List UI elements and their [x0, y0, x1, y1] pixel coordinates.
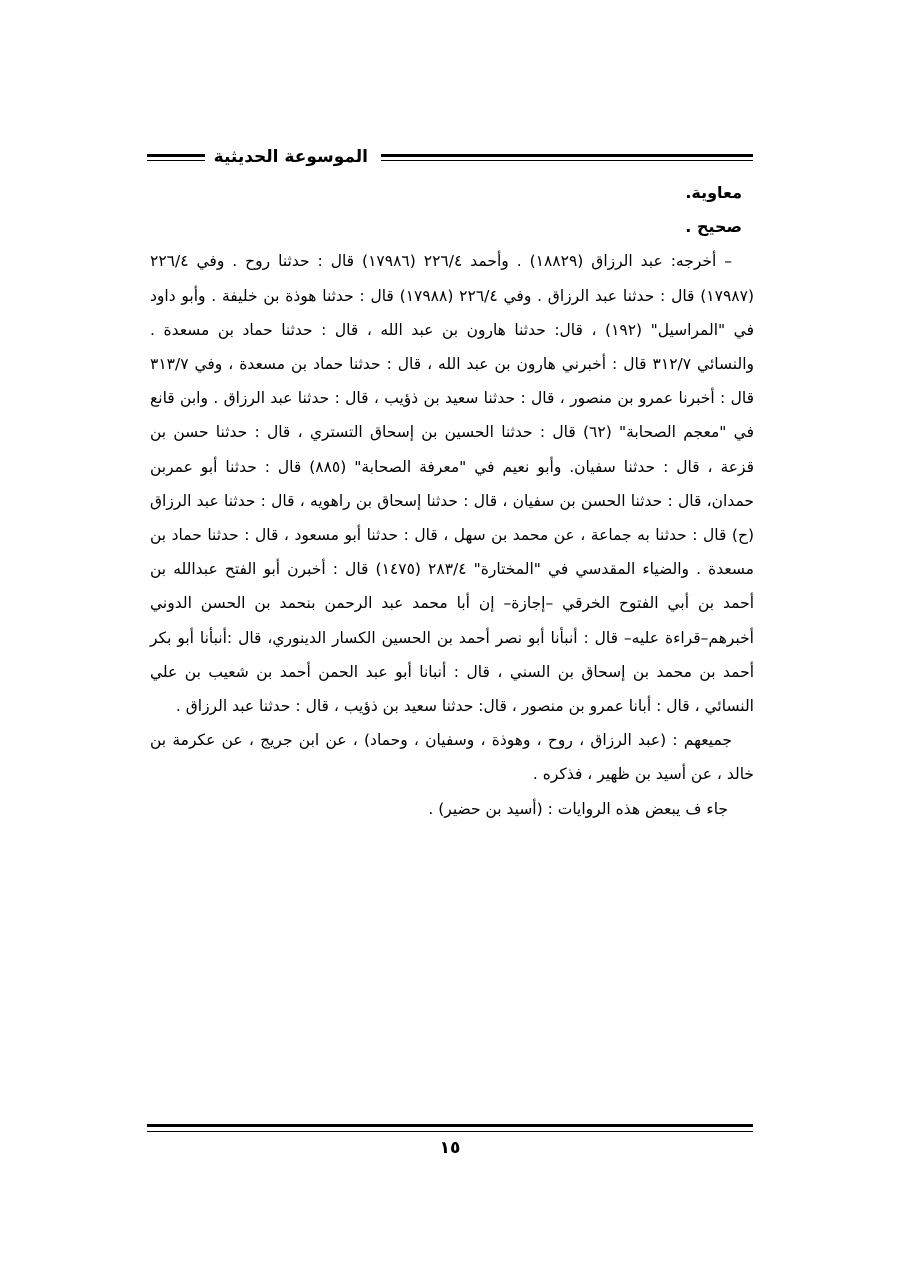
- header-title: الموسوعة الحديثية: [213, 147, 368, 167]
- header-rule-right: [381, 154, 753, 161]
- page-body: [150, 176, 754, 826]
- takhrij-paragraph: – أخرجه: عبد الرزاق (١٨٨٢٩) . وأحمد ٢٢٦/٤ (١٧٩٨٦) قال : حدثنا روح . وفي ٢٢٦/٤ (١٧٩٨٧) قال : حدثنا عبد الرزاق . وفي ٢٢٦/٤ (١٧٩٨٨) قال : حدثنا هوذة بن خليفة . وأبو داود في "المراسيل" (١٩٢) ، قال: حدثنا هارون بن عبد الله ، قال : حدثنا حماد بن مسعدة . والنسائي ٣١٢/٧ قال : أخبرني هارون بن عبد الله ، قال : حدثنا حماد بن مسعدة ، وفي ٣١٣/٧ قال : أخبرنا عمرو بن منصور ، قال : حدثنا سعيد بن ذؤيب ، قال : حدثنا عبد الرزاق . وابن قانع في "معجم الصحابة" (٦٢) قال : حدثنا الحسين بن إسحاق التستري ، قال : حدثنا حسن بن قزعة ، قال : حدثنا سفيان. وأبو نعيم في "معرفة الصحابة" (٨٨٥) قال : حدثنا أبو عمربن حمدان، قال : حدثنا الحسن بن سفيان ، قال : حدثنا إسحاق بن راهويه ، قال : حدثنا عبد الرزاق (ح) قال : حدثنا به جماعة ، عن محمد بن سهل ، قال : حدثنا أبو مسعود ، قال : حدثنا حماد بن مسعدة . والضياء المقدسي في "المختارة" ٢٨٣/٤ (١٤٧٥) قال : أخبرن أبو الفتح عبدالله بن أحمد بن أبي الفتوح الخرقي –إجازة– إن أبا محمد عبد الرحمن بنحمد بن الحسن الدوني أخبرهم–قراءة عليه– قال : أنبأنا أبو نصر أحمد بن الحسين الكسار الدينوري، قال :أنبأنا أبو بكر أحمد بن محمد بن إسحاق بن السني ، قال : أنبانا أبو عبد الحمن أحمد بن شعيب بن علي النسائي ، قال : أبانا عمرو بن منصور ، قال: حدثنا سعيد بن ذؤيب ، قال : حدثنا عبد الرزاق .: [150, 252, 755, 716]
- note-paragraph: جاء ف يبعض هذه الروايات : (أسيد بن حضير) .: [428, 799, 728, 818]
- hadith-grading: صحيح .: [685, 217, 742, 237]
- continuation-line: معاوية.: [685, 183, 742, 202]
- page-header: [147, 140, 753, 174]
- page-number: ١٥: [439, 1138, 461, 1158]
- summary-paragraph: جميعهم : (عبد الرزاق ، روح ، وهوذة ، وسفيان ، وحماد) ، عن ابن جريج ، عن عكرمة بن خالد ، عن أسيد بن ظهير ، فذكره .: [150, 731, 754, 784]
- footer-rule: [147, 1124, 753, 1132]
- header-rule-left: [147, 154, 205, 161]
